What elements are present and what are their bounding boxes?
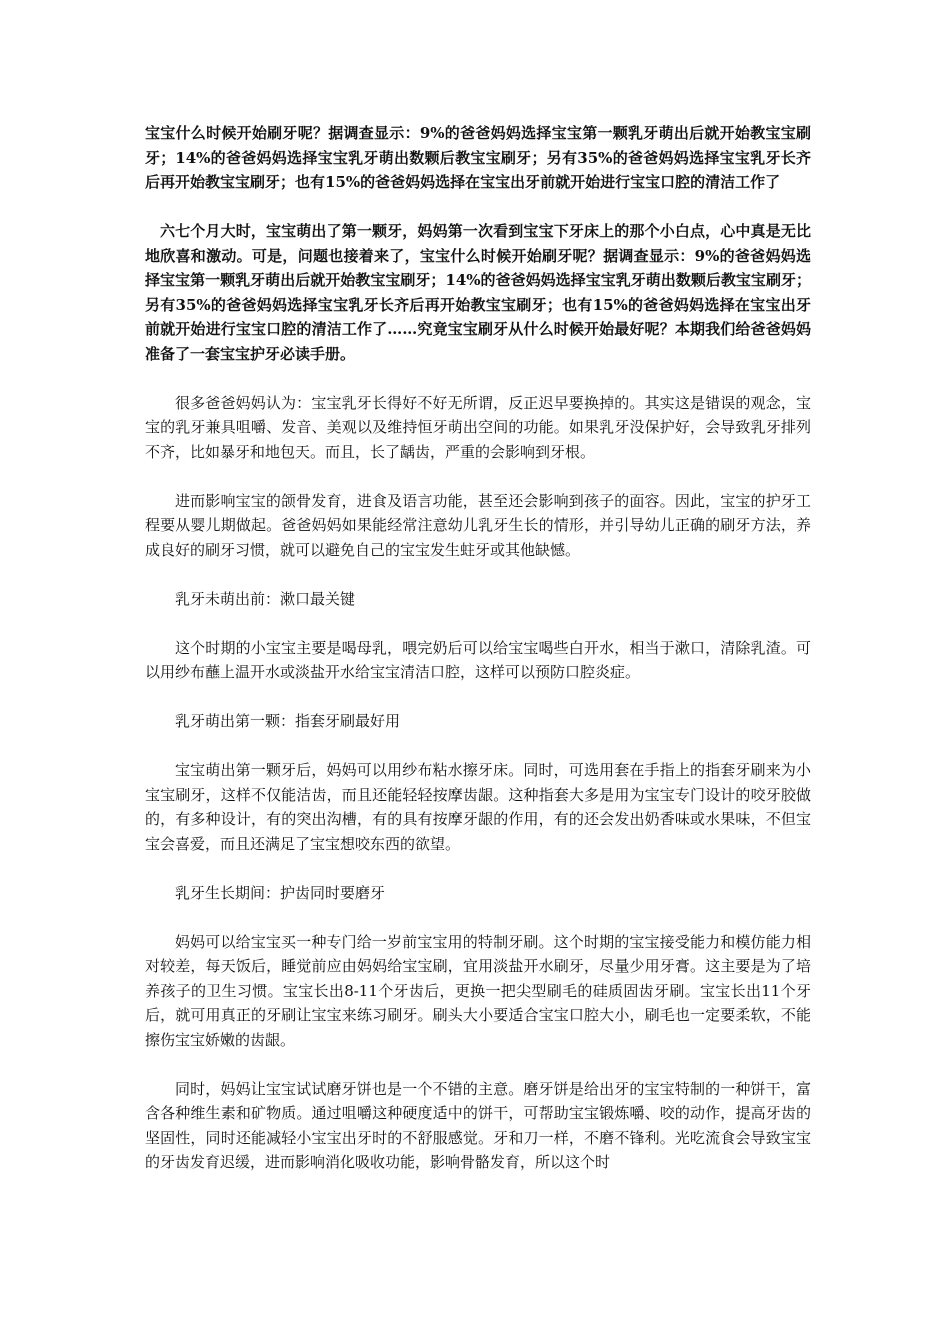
first-tooth-paragraph: 宝宝萌出第一颗牙后，妈妈可以用纱布粘水擦牙床。同时，可选用套在手指上的指套牙刷来为小宝宝刷牙，这样不仅能洁齿，而且还能轻轻按摩齿龈。这种指套大多是用为宝宝专门设计的咬牙胶做的，有多种设计，有的突出沟槽，有的具有按摩牙龈的作用，有的还会发出奶香味或水果味，不但宝宝会喜爱，而且还满足了宝宝想咬东西的欲望。 [145, 761, 811, 853]
misconception-paragraph: 很多爸爸妈妈认为：宝宝乳牙长得好不好无所谓，反正迟早要换掉的。其实这是错误的观念，宝宝的乳牙兼具咀嚼、发音、美观以及维持恒牙萌出空间的功能。如果乳牙没保护好，会导致乳牙排列不齐，比如暴牙和地包天。而且，长了龋齿，严重的会影响到牙根。 [145, 393, 811, 461]
before-eruption-paragraph: 这个时期的小宝宝主要是喝母乳，喂完奶后可以给宝宝喝些白开水，相当于漱口，清除乳渣。可以用纱布蘸上温开水或淡盐开水给宝宝清洁口腔，这样可以预防口腔炎症。 [145, 638, 811, 681]
document-body [145, 121, 811, 1199]
section-heading-growth-period: 乳牙生长期间：护齿同时要磨牙 [175, 883, 386, 902]
teething-biscuit-paragraph: 同时，妈妈让宝宝试试磨牙饼也是一个不错的主意。磨牙饼是给出牙的宝宝特制的一种饼干，富含各种维生素和矿物质。通过咀嚼这种硬度适中的饼干，可帮助宝宝锻炼嚼、咬的动作，提高牙齿的坚固性，同时还能减轻小宝宝出牙时的不舒服感觉。牙和刀一样，不磨不锋利。光吃流食会导致宝宝的牙齿发育迟缓，进而影响消化吸收功能，影响骨骼发育，所以这个时 [145, 1079, 811, 1171]
section-heading-first-tooth: 乳牙萌出第一颗：指套牙刷最好用 [175, 712, 401, 730]
intro-paragraph: 宝宝什么时候开始刷牙呢？据调查显示：9%的爸爸妈妈选择宝宝第一颗乳牙萌出后就开始教宝宝刷牙；14%的爸爸妈妈选择宝宝乳牙萌出数颗后教宝宝刷牙；另有35%的爸爸妈妈选择宝宝乳牙长齐后再开始教宝宝刷牙；也有15%的爸爸妈妈选择在宝宝出牙前就开始进行宝宝口腔的清洁工作了 [145, 124, 811, 191]
teething-paragraph: 六七个月大时，宝宝萌出了第一颗牙，妈妈第一次看到宝宝下牙床上的那个小白点，心中真是无比地欣喜和激动。可是，问题也接着来了，宝宝什么时候开始刷牙呢？据调查显示：9%的爸爸妈妈选择宝宝第一颗乳牙萌出后就开始教宝宝刷牙；14%的爸爸妈妈选择宝宝乳牙萌出数颗后教宝宝刷牙；另有35%的爸爸妈妈选择宝宝乳牙长齐后再开始教宝宝刷牙；也有15%的爸爸妈妈选择在宝宝出牙前就开始进行宝宝口腔的清洁工作了……究竟宝宝刷牙从什么时候开始最好呢？本期我们给爸爸妈妈准备了一套宝宝护牙必读手册。 [145, 222, 811, 363]
jaw-development-paragraph: 进而影响宝宝的颌骨发育，进食及语言功能，甚至还会影响到孩子的面容。因此，宝宝的护牙工程要从婴儿期做起。爸爸妈妈如果能经常注意幼儿乳牙生长的情形，并引导幼儿正确的刷牙方法，养成良好的刷牙习惯，就可以避免自己的宝宝发生蛀牙或其他缺憾。 [145, 491, 811, 559]
growth-period-paragraph: 妈妈可以给宝宝买一种专门给一岁前宝宝用的特制牙刷。这个时期的宝宝接受能力和模仿能力相对较差，每天饭后，睡觉前应由妈妈给宝宝刷，宜用淡盐开水刷牙，尽量少用牙膏。这主要是为了培养孩子的卫生习惯。宝宝长出8-11个牙齿后，更换一把尖型刷毛的硅质固齿牙刷。宝宝长出11个牙后，就可用真正的牙刷让宝宝来练习刷牙。刷头大小要适合宝宝口腔大小，刷毛也一定要柔软，不能擦伤宝宝娇嫩的齿龈。 [145, 932, 811, 1049]
section-heading-before-eruption: 乳牙未萌出前：漱口最关键 [175, 589, 356, 608]
